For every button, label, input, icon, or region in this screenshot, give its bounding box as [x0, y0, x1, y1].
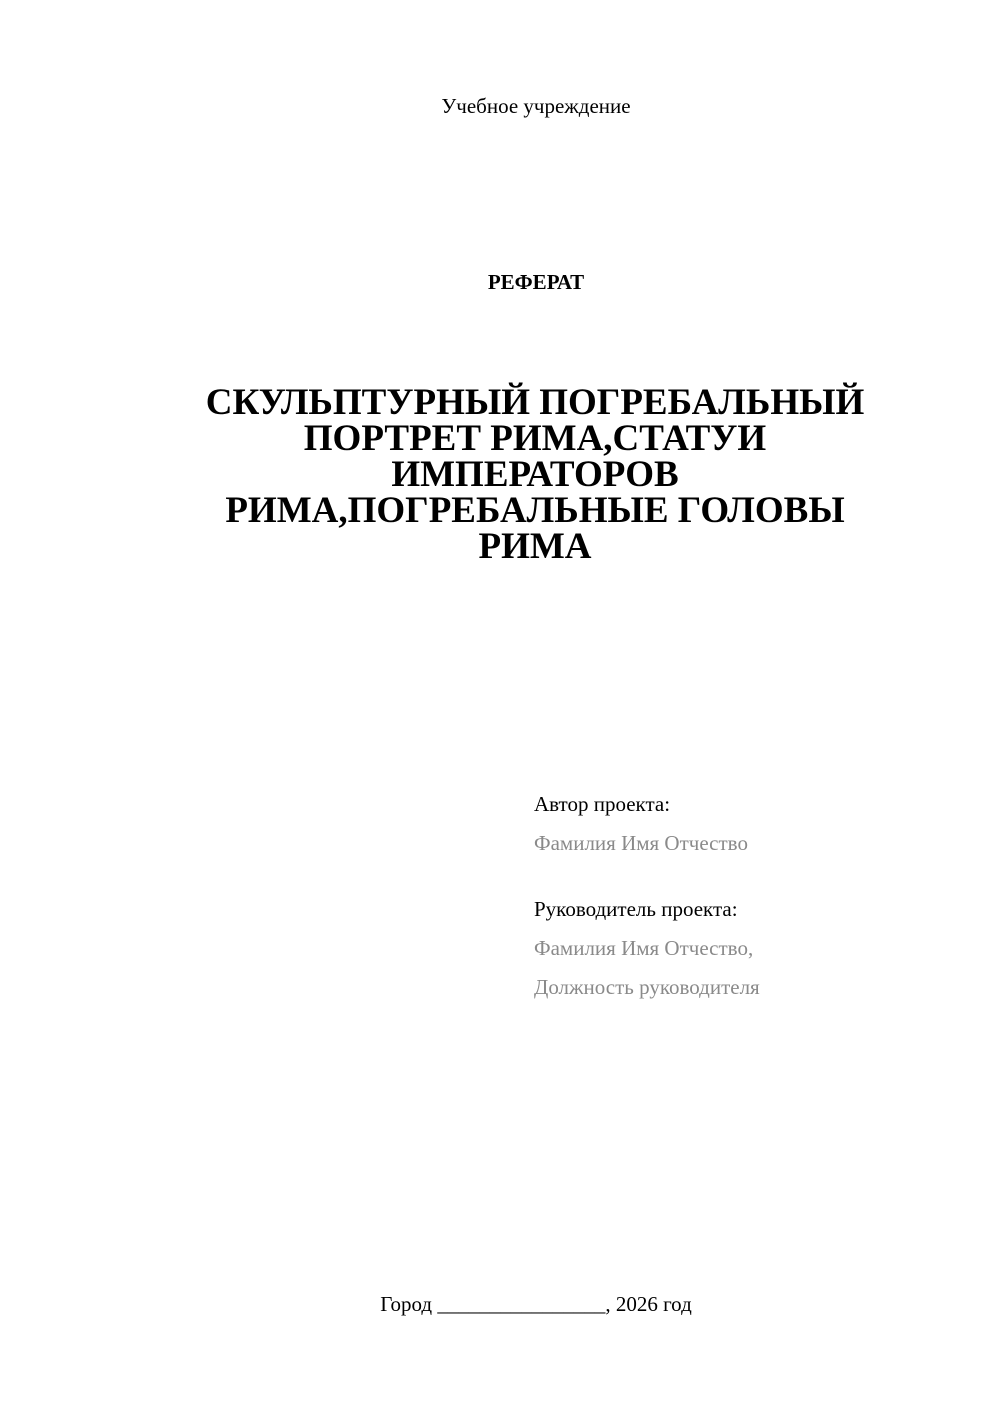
- document-title: [170, 382, 900, 567]
- title-line: РИМА: [478, 526, 592, 567]
- supervisor-name: Фамилия Имя Отчество,: [534, 936, 754, 960]
- supervisor-position: Должность руководителя: [534, 975, 760, 999]
- document-type-label: РЕФЕРАТ: [487, 270, 585, 294]
- city-year-line: Город ________________, 2026 год: [380, 1292, 692, 1316]
- supervisor-block: [534, 890, 974, 1007]
- supervisor-label: Руководитель проекта:: [534, 897, 738, 921]
- title-line: СКУЛЬПТУРНЫЙ ПОГРЕБАЛЬНЫЙ: [205, 382, 865, 423]
- author-name: Фамилия Имя Отчество: [534, 831, 748, 855]
- author-block: [534, 785, 974, 863]
- title-line: ИМПЕРАТОРОВ: [391, 454, 679, 495]
- title-line: РИМА,ПОГРЕБАЛЬНЫЕ ГОЛОВЫ: [225, 490, 845, 531]
- institution-name: Учебное учреждение: [441, 94, 631, 118]
- author-label: Автор проекта:: [534, 792, 671, 816]
- title-line: ПОРТРЕТ РИМА,СТАТУИ: [303, 418, 767, 459]
